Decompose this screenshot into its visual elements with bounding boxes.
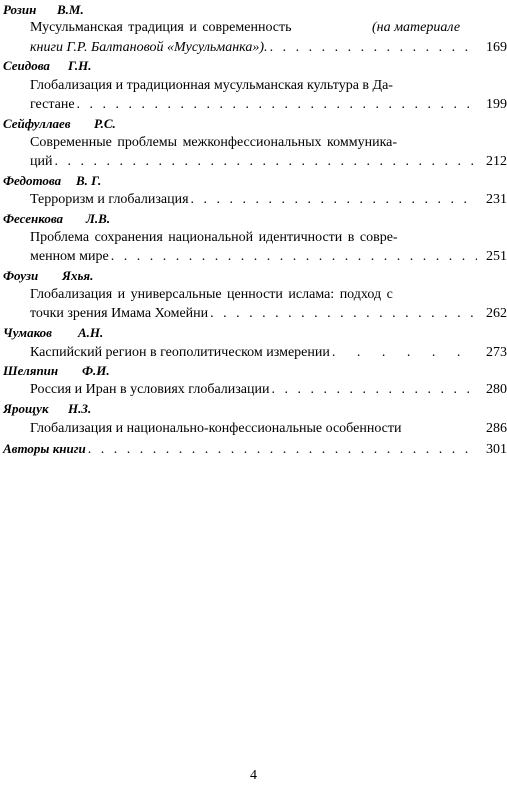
- toc-author-name: Розин: [3, 2, 37, 17]
- toc-title-text: Каспийский регион в геополитическом измерении: [30, 345, 330, 360]
- page-number: 4: [250, 768, 257, 783]
- toc-author-initials: Яхья.: [62, 268, 94, 283]
- toc-authors-label: Авторы книги: [3, 441, 86, 456]
- toc-author-line: [0, 171, 507, 191]
- toc-title-line: [0, 190, 507, 210]
- toc-title-line: [0, 304, 507, 324]
- toc-title-text: Современные проблемы межконфессиональных коммуника-: [30, 135, 398, 150]
- toc-title-text: гестане: [30, 97, 75, 112]
- toc-dot-leader: [210, 304, 477, 324]
- toc-title-line: [0, 95, 507, 115]
- toc-leader-row: [30, 152, 507, 172]
- toc-leader-row: [30, 304, 507, 324]
- toc-leader-row: [3, 439, 507, 459]
- toc-title-text-italic: (на материале: [372, 20, 461, 35]
- toc-title-line: [0, 133, 507, 153]
- toc-leader-row: [30, 95, 507, 115]
- toc-leader-row: [30, 419, 507, 439]
- toc-dot-leader: [191, 190, 477, 210]
- toc-author-name: Шеляпин: [3, 363, 59, 378]
- toc-author-line: [0, 209, 507, 229]
- toc-title-text: Проблема сохранения национальной идентичности в совре-: [30, 230, 398, 245]
- toc-title-text: Глобализация и универсальные ценности ислама: подход с: [30, 287, 393, 302]
- toc-author-name: Фесенкова: [3, 211, 64, 226]
- toc-page-number: 280: [486, 382, 507, 397]
- toc-title-text: менном мире: [30, 249, 109, 264]
- toc-dot-leader: [271, 380, 477, 400]
- toc-author-line: [0, 0, 507, 20]
- toc-page-number: 286: [486, 421, 507, 436]
- toc-author-initials: Н.З.: [68, 401, 92, 416]
- toc-author-initials: В.М.: [57, 2, 84, 17]
- toc-title-text-italic: книги Г.Р. Балтановой «Мусульманка»).: [30, 40, 268, 55]
- toc-author-name: Ярощук: [3, 401, 49, 416]
- toc-page-number: 199: [486, 97, 507, 112]
- toc-title-line: [0, 228, 507, 248]
- toc-title-line: [0, 247, 507, 267]
- toc-author-line: [0, 361, 507, 381]
- toc-dot-leader: [270, 38, 477, 58]
- toc-author-line: [0, 323, 507, 343]
- toc-page-number: 169: [486, 40, 507, 55]
- toc-title-line: [0, 152, 507, 172]
- toc-page-number: 262: [486, 306, 507, 321]
- toc-page-number: 251: [486, 249, 507, 264]
- toc-title-text: Глобализация и традиционная мусульманская культура в Да-: [30, 78, 393, 93]
- toc-leader-row: [30, 343, 507, 363]
- toc-page-number: 273: [486, 345, 507, 360]
- toc-leader-row: [30, 190, 507, 210]
- toc-author-initials: Ф.И.: [82, 363, 110, 378]
- toc-title-text: точки зрения Имама Хомейни: [30, 306, 209, 321]
- toc-dot-leader: [54, 152, 477, 172]
- toc-title-text: ций: [30, 154, 53, 169]
- toc-author-initials: В. Г.: [76, 173, 102, 188]
- toc-title-line: [0, 285, 507, 305]
- toc-page-number: 212: [486, 154, 507, 169]
- toc-title-text: Глобализация и национально-конфессиональные особенности: [30, 421, 402, 436]
- toc-title-line: [0, 38, 507, 58]
- toc-dot-leader: [88, 440, 477, 460]
- toc-title-text: Россия и Иран в условиях глобализации: [30, 382, 270, 397]
- toc-authors-line: [0, 439, 507, 459]
- toc-page-number: 301: [486, 442, 507, 457]
- toc-title-text: Терроризм и глобализация: [30, 192, 189, 207]
- toc-author-line: [0, 56, 507, 76]
- toc-title-text: Мусульманская традиция и современность: [30, 20, 292, 35]
- toc-leader-row: [30, 38, 507, 58]
- toc-author-name: Сеидова: [3, 58, 50, 73]
- toc-title-line: [0, 76, 507, 96]
- toc-author-initials: Г.Н.: [68, 58, 92, 73]
- toc-title-line: [0, 419, 507, 439]
- toc-author-initials: Р.С.: [94, 116, 116, 131]
- toc-dot-leader: [111, 247, 477, 267]
- toc-author-line: [0, 266, 507, 286]
- toc-author-name: Фоузи: [3, 268, 39, 283]
- toc-leader-row: [30, 247, 507, 267]
- toc-page-number: 231: [486, 192, 507, 207]
- toc-author-initials: А.Н.: [78, 325, 104, 340]
- toc-dot-leader: [77, 95, 477, 115]
- toc-title-line: [0, 343, 507, 363]
- toc-title-line: [0, 380, 507, 400]
- toc-author-line: [0, 399, 507, 419]
- toc-author-name: Федотова: [3, 173, 62, 188]
- toc-author-name: Чумаков: [3, 325, 52, 340]
- toc-author-name: Сейфуллаев: [3, 116, 71, 131]
- toc-author-initials: Л.В.: [86, 211, 111, 226]
- toc-author-line: [0, 114, 507, 134]
- toc-title-line: [0, 18, 507, 38]
- toc-dot-leader: [332, 343, 477, 363]
- toc-leader-row: [30, 380, 507, 400]
